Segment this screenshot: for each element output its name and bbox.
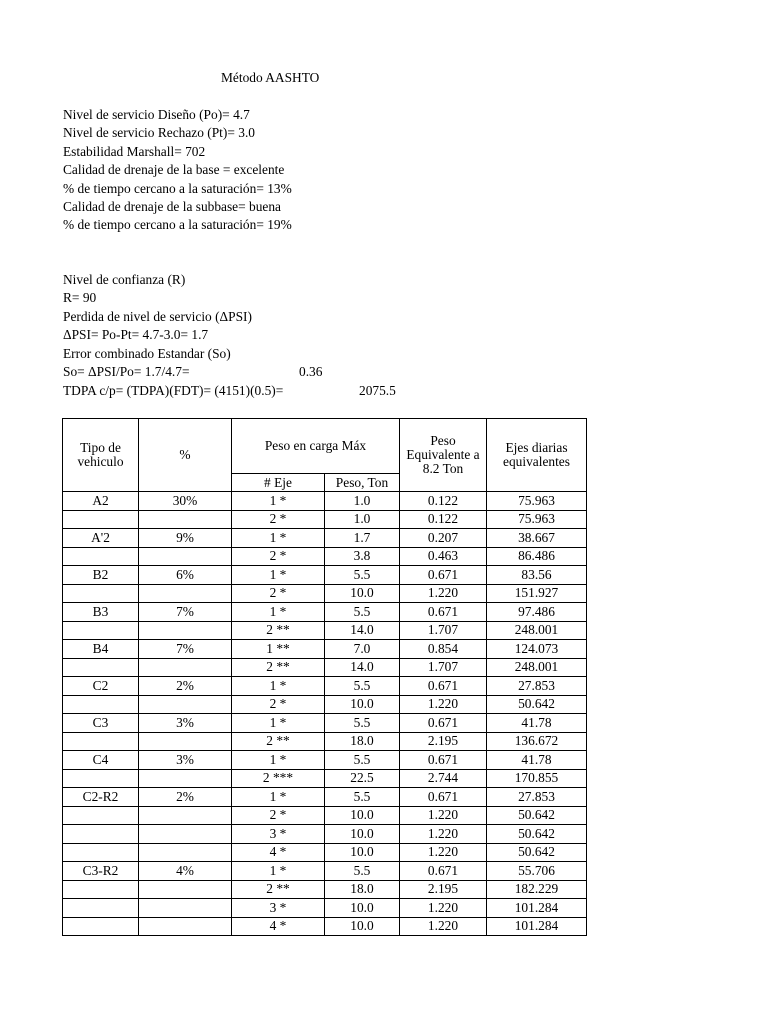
weight-ton-cell: 1.0 xyxy=(325,492,400,511)
daily-axles-cell: 50.642 xyxy=(487,806,587,825)
axle-number-cell: 3 * xyxy=(232,899,325,918)
table-row xyxy=(63,899,587,918)
equivalent-weight-cell: 1.220 xyxy=(400,806,487,825)
axle-number-cell: 1 * xyxy=(232,492,325,511)
axle-number-cell: 2 ** xyxy=(232,658,325,677)
equivalent-weight-cell: 1.220 xyxy=(400,825,487,844)
percent-cell xyxy=(139,658,232,677)
percent-cell xyxy=(139,917,232,936)
weight-ton-cell: 5.5 xyxy=(325,788,400,807)
equivalent-weight-cell: 1.220 xyxy=(400,584,487,603)
equivalent-weight-cell: 1.707 xyxy=(400,658,487,677)
table-row xyxy=(63,547,587,566)
weight-ton-cell: 14.0 xyxy=(325,621,400,640)
axle-number-cell: 2 *** xyxy=(232,769,325,788)
design-parameters xyxy=(63,106,292,235)
tdpa-line xyxy=(63,382,396,400)
vehicle-type-cell: B4 xyxy=(63,640,139,659)
daily-axles-cell: 41.78 xyxy=(487,751,587,770)
vehicle-type-cell xyxy=(63,584,139,603)
header-num-eje: # Eje xyxy=(232,474,325,492)
table-row xyxy=(63,843,587,862)
weight-ton-cell: 5.5 xyxy=(325,751,400,770)
percent-cell xyxy=(139,695,232,714)
weight-ton-cell: 14.0 xyxy=(325,658,400,677)
percent-cell: 4% xyxy=(139,862,232,881)
daily-axles-cell: 41.78 xyxy=(487,714,587,733)
percent-cell xyxy=(139,769,232,788)
percent-cell: 30% xyxy=(139,492,232,511)
axle-number-cell: 1 * xyxy=(232,714,325,733)
weight-ton-cell: 18.0 xyxy=(325,880,400,899)
equivalent-weight-cell: 1.220 xyxy=(400,899,487,918)
vehicle-type-cell xyxy=(63,732,139,751)
table-row xyxy=(63,603,587,622)
header-peso-ton: Peso, Ton xyxy=(325,474,400,492)
table-row xyxy=(63,862,587,881)
equivalent-weight-cell: 0.122 xyxy=(400,510,487,529)
daily-axles-cell: 50.642 xyxy=(487,825,587,844)
weight-ton-cell: 5.5 xyxy=(325,862,400,881)
weight-ton-cell: 5.5 xyxy=(325,603,400,622)
percent-cell xyxy=(139,825,232,844)
percent-cell: 6% xyxy=(139,566,232,585)
so-label: So= ΔPSI/Po= 1.7/4.7= xyxy=(63,364,190,379)
equivalent-weight-cell: 1.707 xyxy=(400,621,487,640)
vehicle-type-cell: C3-R2 xyxy=(63,862,139,881)
weight-ton-cell: 3.8 xyxy=(325,547,400,566)
confidence-line: ΔPSI= Po-Pt= 4.7-3.0= 1.7 xyxy=(63,327,209,343)
equivalent-weight-cell: 2.744 xyxy=(400,769,487,788)
table-row xyxy=(63,917,587,936)
daily-axles-cell: 182.229 xyxy=(487,880,587,899)
table-row xyxy=(63,492,587,511)
daily-axles-cell: 38.667 xyxy=(487,529,587,548)
equivalent-weight-cell: 0.671 xyxy=(400,566,487,585)
table-row xyxy=(63,714,587,733)
table-row xyxy=(63,658,587,677)
vehicle-type-cell xyxy=(63,899,139,918)
header-percent: % xyxy=(139,419,232,492)
vehicle-type-cell xyxy=(63,825,139,844)
axle-number-cell: 2 ** xyxy=(232,621,325,640)
equivalent-weight-cell: 0.854 xyxy=(400,640,487,659)
vehicle-type-cell: C2-R2 xyxy=(63,788,139,807)
so-line xyxy=(63,363,322,381)
daily-axles-cell: 136.672 xyxy=(487,732,587,751)
confidence-line: Error combinado Estandar (So) xyxy=(63,345,231,361)
header-ejes-diarias: Ejes diarias equivalentes xyxy=(487,419,587,492)
equivalent-weight-cell: 0.671 xyxy=(400,788,487,807)
axle-number-cell: 4 * xyxy=(232,917,325,936)
vehicle-type-cell: B3 xyxy=(63,603,139,622)
daily-axles-cell: 248.001 xyxy=(487,621,587,640)
weight-ton-cell: 1.0 xyxy=(325,510,400,529)
parameter-line: Estabilidad Marshall= 702 xyxy=(63,143,206,159)
daily-axles-cell: 97.486 xyxy=(487,603,587,622)
vehicle-type-cell: A'2 xyxy=(63,529,139,548)
daily-axles-cell: 75.963 xyxy=(487,510,587,529)
equivalent-weight-cell: 0.463 xyxy=(400,547,487,566)
table-row xyxy=(63,806,587,825)
equivalent-weight-cell: 0.671 xyxy=(400,603,487,622)
vehicle-type-cell xyxy=(63,917,139,936)
weight-ton-cell: 10.0 xyxy=(325,917,400,936)
equivalent-weight-cell: 0.122 xyxy=(400,492,487,511)
weight-ton-cell: 10.0 xyxy=(325,695,400,714)
table-row xyxy=(63,529,587,548)
weight-ton-cell: 10.0 xyxy=(325,825,400,844)
axle-number-cell: 2 * xyxy=(232,584,325,603)
table-row xyxy=(63,677,587,696)
daily-axles-cell: 55.706 xyxy=(487,862,587,881)
table-row xyxy=(63,510,587,529)
vehicle-type-cell xyxy=(63,880,139,899)
document-title: Método AASHTO xyxy=(221,70,320,85)
axle-number-cell: 2 ** xyxy=(232,880,325,899)
parameter-line: % de tiempo cercano a la saturación= 13% xyxy=(63,180,292,196)
percent-cell xyxy=(139,843,232,862)
weight-ton-cell: 22.5 xyxy=(325,769,400,788)
daily-axles-cell: 27.853 xyxy=(487,788,587,807)
table-row xyxy=(63,788,587,807)
weight-ton-cell: 10.0 xyxy=(325,806,400,825)
equivalent-weight-cell: 0.671 xyxy=(400,677,487,696)
table-row xyxy=(63,751,587,770)
axle-number-cell: 2 * xyxy=(232,695,325,714)
equivalent-weight-cell: 1.220 xyxy=(400,917,487,936)
table-row xyxy=(63,695,587,714)
daily-axles-cell: 86.486 xyxy=(487,547,587,566)
axle-number-cell: 1 ** xyxy=(232,640,325,659)
tdpa-value: 2075.5 xyxy=(359,383,396,398)
daily-axles-cell: 151.927 xyxy=(487,584,587,603)
daily-axles-cell: 27.853 xyxy=(487,677,587,696)
axle-number-cell: 3 * xyxy=(232,825,325,844)
daily-axles-cell: 83.56 xyxy=(487,566,587,585)
weight-ton-cell: 1.7 xyxy=(325,529,400,548)
percent-cell: 2% xyxy=(139,788,232,807)
percent-cell: 3% xyxy=(139,714,232,733)
axle-number-cell: 1 * xyxy=(232,603,325,622)
daily-axles-cell: 101.284 xyxy=(487,917,587,936)
parameter-line: Nivel de servicio Rechazo (Pt)= 3.0 xyxy=(63,125,255,141)
percent-cell xyxy=(139,584,232,603)
equivalent-weight-cell: 0.671 xyxy=(400,714,487,733)
weight-ton-cell: 10.0 xyxy=(325,899,400,918)
confidence-line: Nivel de confianza (R) xyxy=(63,272,186,287)
daily-axles-cell: 75.963 xyxy=(487,492,587,511)
vehicle-type-cell xyxy=(63,621,139,640)
parameter-line: % de tiempo cercano a la saturación= 19% xyxy=(63,217,292,233)
axle-number-cell: 4 * xyxy=(232,843,325,862)
weight-ton-cell: 7.0 xyxy=(325,640,400,659)
daily-axles-cell: 50.642 xyxy=(487,843,587,862)
daily-axles-cell: 124.073 xyxy=(487,640,587,659)
equivalent-axles-table xyxy=(62,418,587,936)
percent-cell: 3% xyxy=(139,751,232,770)
confidence-parameters xyxy=(63,271,252,363)
daily-axles-cell: 170.855 xyxy=(487,769,587,788)
vehicle-type-cell xyxy=(63,843,139,862)
confidence-line: R= 90 xyxy=(63,290,97,306)
axle-number-cell: 2 * xyxy=(232,547,325,566)
vehicle-type-cell xyxy=(63,658,139,677)
axle-number-cell: 2 * xyxy=(232,806,325,825)
tdpa-label: TDPA c/p= (TDPA)(FDT)= (4151)(0.5)= xyxy=(63,383,284,398)
table-row xyxy=(63,584,587,603)
weight-ton-cell: 18.0 xyxy=(325,732,400,751)
equivalent-weight-cell: 1.220 xyxy=(400,695,487,714)
axle-number-cell: 1 * xyxy=(232,862,325,881)
parameter-line: Calidad de drenaje de la subbase= buena xyxy=(63,199,281,215)
so-value: 0.36 xyxy=(299,364,323,379)
percent-cell xyxy=(139,621,232,640)
table-row xyxy=(63,769,587,788)
table-row xyxy=(63,566,587,585)
table-row xyxy=(63,880,587,899)
equivalent-weight-cell: 0.207 xyxy=(400,529,487,548)
header-tipo-vehiculo: Tipo de vehiculo xyxy=(63,419,139,492)
axle-number-cell: 1 * xyxy=(232,677,325,696)
vehicle-type-cell: B2 xyxy=(63,566,139,585)
percent-cell xyxy=(139,899,232,918)
table-row xyxy=(63,825,587,844)
vehicle-type-cell: C4 xyxy=(63,751,139,770)
axle-number-cell: 1 * xyxy=(232,751,325,770)
parameter-line: Calidad de drenaje de la base = excelente xyxy=(63,162,285,178)
vehicle-type-cell xyxy=(63,806,139,825)
percent-cell xyxy=(139,880,232,899)
equivalent-weight-cell: 2.195 xyxy=(400,880,487,899)
percent-cell xyxy=(139,806,232,825)
daily-axles-cell: 101.284 xyxy=(487,899,587,918)
weight-ton-cell: 10.0 xyxy=(325,584,400,603)
percent-cell xyxy=(139,547,232,566)
vehicle-type-cell xyxy=(63,510,139,529)
header-peso-carga-max: Peso en carga Máx xyxy=(232,419,400,474)
axle-number-cell: 1 * xyxy=(232,788,325,807)
percent-cell: 9% xyxy=(139,529,232,548)
table-row xyxy=(63,640,587,659)
vehicle-type-cell xyxy=(63,695,139,714)
weight-ton-cell: 5.5 xyxy=(325,566,400,585)
vehicle-type-cell: A2 xyxy=(63,492,139,511)
table-row xyxy=(63,621,587,640)
header-peso-equivalente: Peso Equivalente a 8.2 Ton xyxy=(400,419,487,492)
confidence-line: Perdida de nivel de servicio (ΔPSI) xyxy=(63,308,252,324)
equivalent-weight-cell: 2.195 xyxy=(400,732,487,751)
equivalent-weight-cell: 1.220 xyxy=(400,843,487,862)
percent-cell xyxy=(139,510,232,529)
vehicle-type-cell xyxy=(63,547,139,566)
axle-number-cell: 1 * xyxy=(232,529,325,548)
percent-cell: 7% xyxy=(139,640,232,659)
vehicle-type-cell: C3 xyxy=(63,714,139,733)
vehicle-type-cell xyxy=(63,769,139,788)
axle-number-cell: 1 * xyxy=(232,566,325,585)
daily-axles-cell: 50.642 xyxy=(487,695,587,714)
axle-number-cell: 2 ** xyxy=(232,732,325,751)
equivalent-weight-cell: 0.671 xyxy=(400,862,487,881)
table-row xyxy=(63,732,587,751)
weight-ton-cell: 5.5 xyxy=(325,677,400,696)
weight-ton-cell: 10.0 xyxy=(325,843,400,862)
percent-cell: 2% xyxy=(139,677,232,696)
daily-axles-cell: 248.001 xyxy=(487,658,587,677)
percent-cell xyxy=(139,732,232,751)
equivalent-weight-cell: 0.671 xyxy=(400,751,487,770)
axle-number-cell: 2 * xyxy=(232,510,325,529)
percent-cell: 7% xyxy=(139,603,232,622)
parameter-line: Nivel de servicio Diseño (Po)= 4.7 xyxy=(63,107,250,122)
vehicle-type-cell: C2 xyxy=(63,677,139,696)
weight-ton-cell: 5.5 xyxy=(325,714,400,733)
